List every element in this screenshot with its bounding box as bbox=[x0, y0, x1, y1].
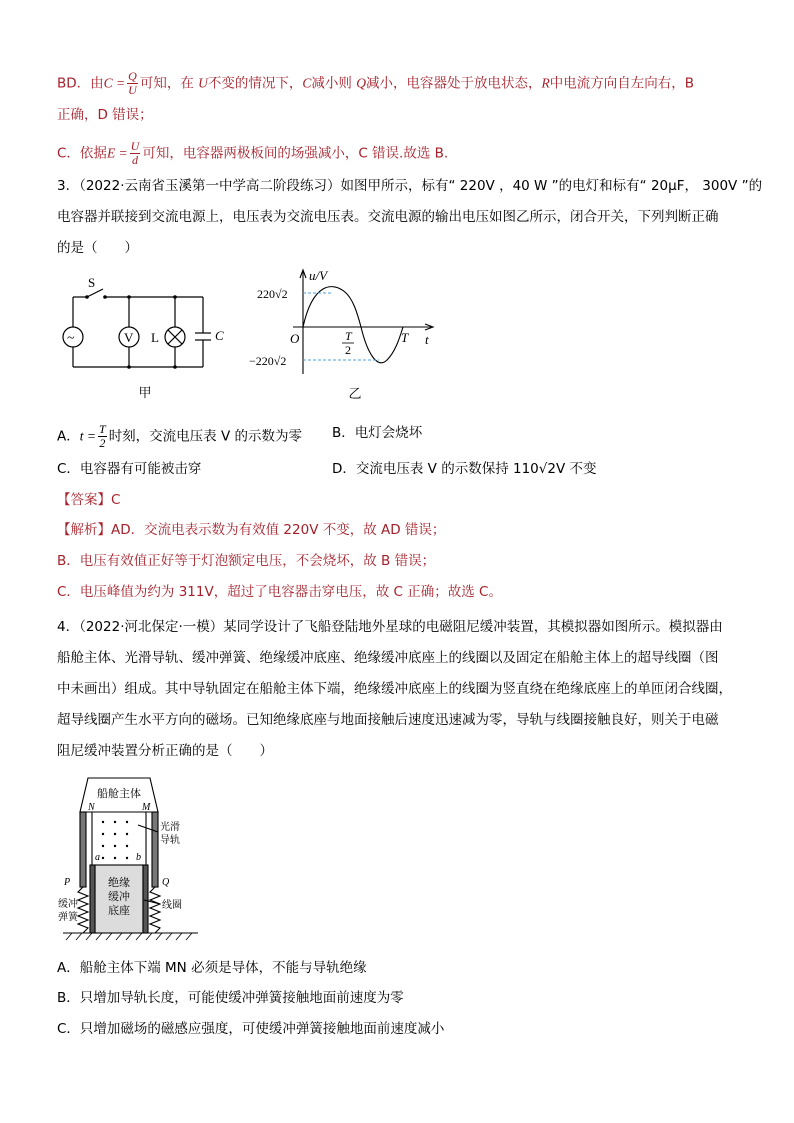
positive-peak-label: 220√2 bbox=[257, 287, 288, 301]
q4-stem-line-5: 阻尼缓冲装置分析正确的是（ ） bbox=[57, 743, 273, 759]
t-over-2-fraction: $\frac{T}{2}$ bbox=[99, 422, 106, 450]
q4-stem-line-3: 中未画出）组成。其中导轨固定在船舱主体下端，绝缘缓冲底座上的线圈为竖直绕在绝缘底座上的单匝闭合线圈， bbox=[57, 681, 732, 697]
spring-label-2: 弹簧 bbox=[58, 912, 78, 923]
half-period-denominator: 2 bbox=[345, 343, 351, 357]
base-label-1: 绝缘 bbox=[108, 877, 130, 889]
q4-stem-line-2: 船舱主体、光滑导轨、缓冲弹簧、绝缘缓冲底座、绝缘缓冲底座上的线圈以及固定在船舱主体上的超导线圈（图 bbox=[57, 650, 719, 666]
label-m: M bbox=[142, 802, 151, 813]
capacitor-label: C bbox=[215, 328, 224, 343]
lamp-label: L bbox=[151, 330, 159, 345]
q3-option-c[interactable]: C．电容器有可能被击穿 bbox=[57, 461, 202, 477]
figure-jia-caption: 甲 bbox=[138, 385, 152, 400]
q-over-u-fraction: $\frac{Q}{U}$ bbox=[128, 69, 137, 97]
negative-peak-label: −220√2 bbox=[249, 354, 287, 368]
q3-analysis-line-2: B．电压有效值正好等于灯泡额定电压，不会烧坏，故 B 错误； bbox=[57, 553, 436, 569]
q3-option-a[interactable]: A．t = $\frac{T}{2}$ 时刻，交流电压表 V 的示数为零 bbox=[57, 422, 303, 450]
half-period-numerator: T bbox=[345, 329, 352, 343]
voltage-graph-yi bbox=[245, 262, 445, 402]
q3-stem-line-3: 的是（ ） bbox=[57, 240, 138, 256]
voltmeter-label: V bbox=[124, 330, 134, 345]
q3-option-b[interactable]: B．电灯会烧坏 bbox=[332, 425, 423, 441]
bd-explanation-line-2: 正确，D 错误； bbox=[57, 107, 153, 123]
capacitance-symbol: C = bbox=[103, 75, 126, 91]
u-over-d-fraction: $\frac{U}{d}$ bbox=[130, 139, 140, 167]
y-axis-label: u/V bbox=[309, 268, 328, 283]
label-b: b bbox=[136, 852, 141, 863]
label-q: Q bbox=[162, 877, 170, 888]
q4-option-c[interactable]: C．只增加磁场的磁感应强度，可使缓冲弹簧接触地面前速度减小 bbox=[57, 1021, 445, 1037]
label-n: N bbox=[88, 802, 95, 813]
q3-stem-line-1: 3．（2022·云南省玉溪第一中学高二阶段练习）如图甲所示，标有“ 220V ，40 W ”的电灯和标有“ 20μF， 300V ”的 bbox=[57, 178, 763, 194]
label-a: a bbox=[95, 852, 100, 863]
spring-label-1: 缓冲 bbox=[58, 899, 78, 910]
ac-source-label: ~ bbox=[67, 331, 75, 346]
c-explanation-line: C．依据E = $\frac{U}{d}$ 可知，电容器两极板间的场强减小，C 错误.故选 B. bbox=[57, 139, 449, 167]
base-label-3: 底座 bbox=[108, 905, 130, 917]
q4-option-b[interactable]: B．只增加导轨长度，可能使缓冲弹簧接触地面前速度为零 bbox=[57, 990, 404, 1006]
coil-label: 线圈 bbox=[162, 900, 182, 911]
rail-label-2: 导轨 bbox=[160, 835, 180, 846]
q4-option-a[interactable]: A．船舱主体下端 MN 必须是导体，不能与导轨绝缘 bbox=[57, 960, 367, 976]
q3-analysis-line-3: C．电压峰值为约为 311V，超过了电容器击穿电压，故 C 正确；故选 C。 bbox=[57, 584, 502, 600]
x-axis-label: t bbox=[425, 332, 429, 347]
label-p: P bbox=[64, 877, 71, 888]
damping-device-diagram bbox=[58, 770, 208, 945]
period-label: T bbox=[401, 330, 409, 345]
base-label-2: 缓冲 bbox=[108, 891, 130, 903]
bd-explanation-line: BD．由C = $\frac{Q}{U}$ 可知，在 U不变的情况下，C减小则 Q减小，电容器处于放电状态，R中电流方向自左向右，B bbox=[57, 69, 694, 97]
origin-label: O bbox=[290, 331, 300, 346]
cabin-label: 船舱主体 bbox=[97, 788, 141, 800]
q3-analysis-line-1: 【解析】AD．交流电表示数为有效值 220V 不变，故 AD 错误； bbox=[57, 522, 446, 538]
q3-stem-line-2: 电容器并联接到交流电源上，电压表为交流电压表。交流电源的输出电压如图乙所示，闭合开关，下列判断正确 bbox=[57, 209, 719, 225]
switch-label: S bbox=[88, 275, 96, 290]
circuit-diagram-jia bbox=[55, 275, 235, 400]
rail-label-1: 光滑 bbox=[160, 822, 180, 833]
q4-stem-line-1: 4．（2022·河北保定·一模）某同学设计了飞船登陆地外星球的电磁阻尼缓冲装置，其模拟器如图所示。模拟器由 bbox=[57, 619, 723, 635]
q3-option-d[interactable]: D．交流电压表 V 的示数保持 110√2V 不变 bbox=[332, 461, 597, 477]
q3-answer: 【答案】C bbox=[57, 492, 121, 508]
q4-stem-line-4: 超导线圈产生水平方向的磁场。已知绝缘底座与地面接触后速度迅速减为零，导轨与线圈接触良好，则关于电磁 bbox=[57, 712, 719, 728]
figure-yi-caption: 乙 bbox=[348, 386, 362, 401]
